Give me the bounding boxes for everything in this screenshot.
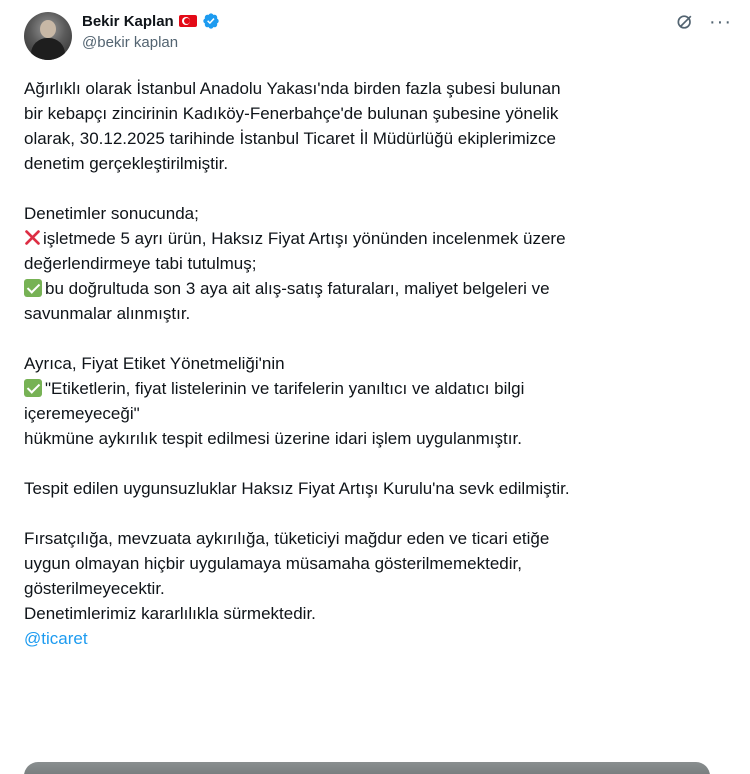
avatar-body	[31, 38, 65, 60]
text-span: "Etiketlerin, fiyat listelerinin ve tarifelerin yanıltıcı ve aldatıcı bilgi	[45, 379, 525, 398]
paragraph-gap	[24, 451, 724, 476]
more-options-icon[interactable]: ···	[709, 11, 732, 33]
text-line: denetim gerçekleştirilmiştir.	[24, 154, 229, 173]
check-mark-icon	[24, 279, 42, 297]
text-line: hükmüne aykırılık tespit edilmesi üzerine idari işlem uygulanmıştır.	[24, 429, 522, 448]
media-preview[interactable]	[24, 762, 710, 774]
paragraph-gap	[24, 501, 724, 526]
text-span: bu doğrultuda son 3 aya ait alış-satış faturaları, maliyet belgeleri ve	[45, 279, 550, 298]
name-row	[82, 11, 220, 31]
text-line: Denetimler sonucunda;	[24, 204, 199, 223]
text-line: gösterilmeyecektir.	[24, 579, 165, 598]
text-line: Fırsatçılığa, mevzuata aykırılığa, tüketiciyi mağdur eden ve ticari etiğe	[24, 529, 550, 548]
text-line: uygun olmayan hiçbir uygulamaya müsamaha gösterilmemektedir,	[24, 554, 522, 573]
text-line	[24, 376, 724, 401]
avatar[interactable]	[24, 12, 72, 60]
top-actions	[675, 12, 732, 32]
text-line	[24, 226, 724, 251]
text-span: işletmede 5 ayrı ürün, Haksız Fiyat Artışı yönünden incelenmek üzere	[43, 229, 566, 248]
text-line: içeremeyeceği"	[24, 404, 140, 423]
verified-badge-icon	[202, 12, 220, 30]
avatar-head	[40, 20, 56, 38]
text-line: değerlendirmeye tabi tutulmuş;	[24, 254, 257, 273]
tweet-header	[82, 11, 220, 51]
text-line	[24, 276, 724, 301]
turkey-flag-icon	[179, 15, 197, 27]
paragraph-gap	[24, 326, 724, 351]
author-handle[interactable]: @bekir kaplan	[82, 34, 179, 51]
author-name[interactable]: Bekir Kaplan	[82, 12, 174, 30]
tweet-text	[24, 76, 724, 651]
paragraph-gap	[24, 176, 724, 201]
cross-mark-icon	[24, 229, 41, 246]
text-line: savunmalar alınmıştır.	[24, 304, 191, 323]
grok-icon[interactable]	[675, 12, 695, 32]
text-line: Ağırlıklı olarak İstanbul Anadolu Yakası'nda birden fazla şubesi bulunan	[24, 79, 561, 98]
text-line: Ayrıca, Fiyat Etiket Yönetmeliği'nin	[24, 354, 285, 373]
text-line: bir kebapçı zincirinin Kadıköy-Fenerbahçe'de bulunan şubesine yönelik	[24, 104, 559, 123]
text-line: olarak, 30.12.2025 tarihinde İstanbul Ticaret İl Müdürlüğü ekiplerimizce	[24, 129, 557, 148]
check-mark-icon	[24, 379, 42, 397]
text-line: Tespit edilen uygunsuzluklar Haksız Fiyat Artışı Kurulu'na sevk edilmiştir.	[24, 479, 570, 498]
text-line: Denetimlerimiz kararlılıkla sürmektedir.	[24, 604, 316, 623]
mention-link[interactable]: @ticaret	[24, 629, 88, 648]
text-line	[24, 626, 724, 651]
